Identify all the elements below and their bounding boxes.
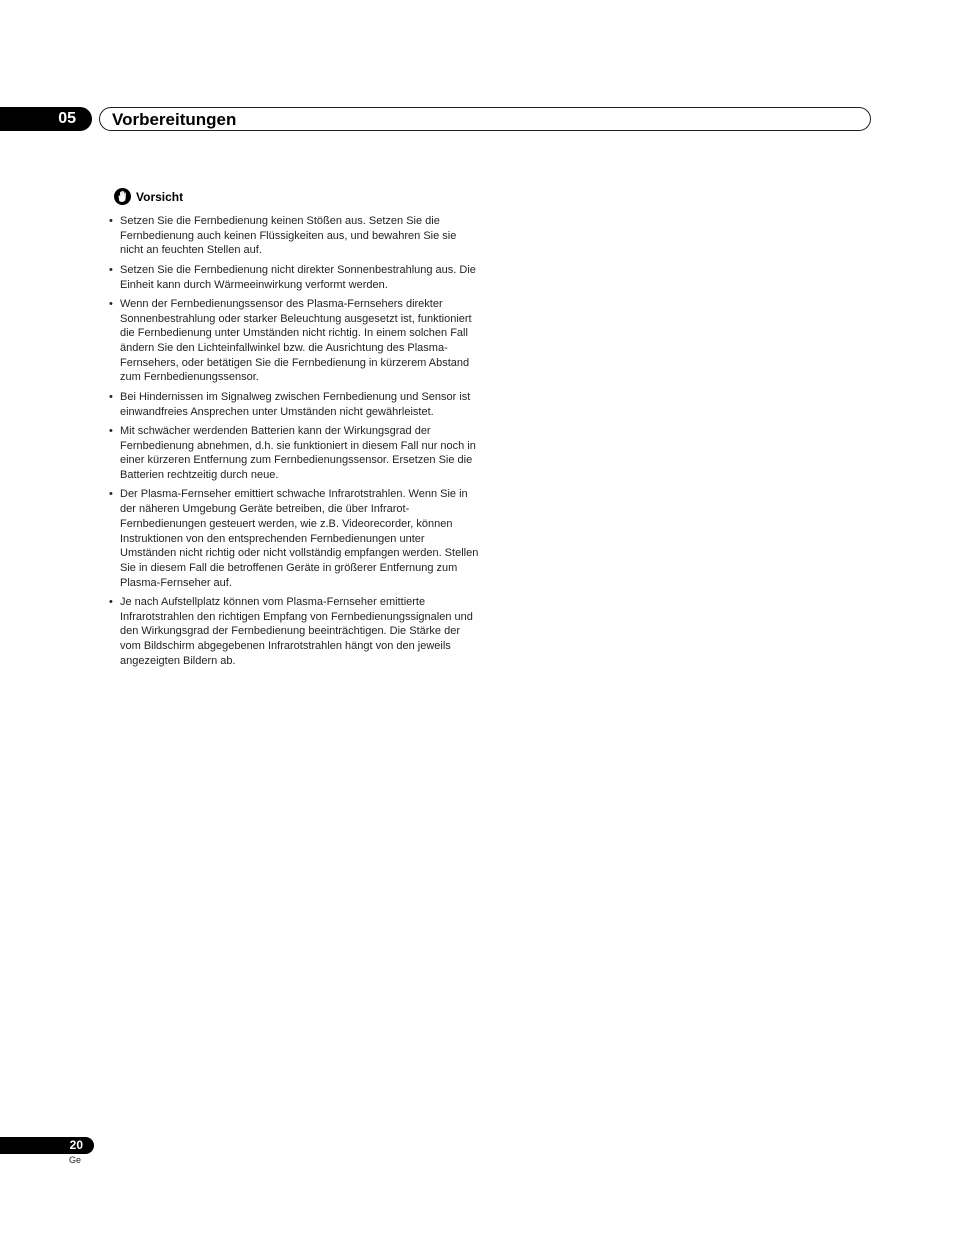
caution-section (108, 187, 480, 673)
list-item-text: Setzen Sie die Fernbedienung keinen Stößen aus. Setzen Sie die Fernbedienung auch keinen Flüssigkeiten aus, und bewahren Sie sie nicht an feuchten Stellen auf. (120, 215, 457, 257)
caution-list (108, 214, 480, 669)
page-number-tab (0, 1137, 94, 1154)
list-item (108, 424, 480, 483)
bullet-icon: • (109, 297, 113, 310)
page-number: 20 (69, 1138, 83, 1152)
bullet-icon: • (109, 488, 113, 501)
list-item-text: Wenn der Fernbedienungssensor des Plasma-Fernsehers direkter Sonnenbestrahlung oder starker Beleuchtung ausgesetzt ist, funktioniert die Fernbedienung unter Umständen nicht richtig. In einem solchen Fall ändern Sie den Lichteinfallwinkel bzw. die Ausrichtung des Plasma-Fernsehers, oder betätigen Sie die Fernbedienung in kürzerem Abstand zum Fernbedienungssensor. (120, 297, 472, 384)
list-item (108, 390, 480, 419)
chapter-title-box (99, 107, 871, 131)
bullet-icon: • (109, 424, 113, 437)
list-item (108, 487, 480, 590)
chapter-number-tab (0, 107, 92, 131)
bullet-icon: • (109, 215, 113, 227)
list-item (108, 263, 480, 292)
list-item-text: Je nach Aufstellplatz können vom Plasma-Fernseher emittierte Infrarotstrahlen den richtigen Empfang von Fernbedienungssignalen und den Wirkungsgrad der Fernbedienung beeinträchtigen. Die Stärke der vom Bildschirm abgegebenen Infrarotstrahlen hängt von den jeweils angezeigten Bildern ab. (120, 596, 473, 667)
list-item (108, 297, 480, 385)
list-item-text: Bei Hindernissen im Signalweg zwischen Fernbedienung und Sensor ist einwandfreies Ansprechen unter Umständen nicht gewährleistet. (120, 390, 471, 418)
list-item-text: Der Plasma-Fernseher emittiert schwache Infrarotstrahlen. Wenn Sie in der näheren Umgebung Geräte betreiben, die über Infrarot-Fernbedienungen gesteuert werden, wie z.B. Videorecorder, können Instruktionen von den entsprechenden Fernbedienungen unter Umständen nicht richtig oder nicht vollständig empfangen werden. Stellen Sie in diesem Fall die betroffenen Geräte in größerer Entfernung zum Plasma-Fernseher auf. (120, 488, 479, 589)
chapter-number: 05 (58, 110, 76, 127)
bullet-icon: • (109, 596, 113, 608)
list-item (108, 214, 480, 258)
caution-title: Vorsicht (136, 189, 184, 204)
bullet-icon: • (109, 390, 113, 403)
list-item (108, 595, 480, 669)
language-code: Ge (69, 1155, 82, 1165)
chapter-title: Vorbereitungen (112, 110, 237, 129)
hand-stop-icon (114, 188, 131, 205)
bullet-icon: • (109, 263, 113, 276)
list-item-text: Mit schwächer werdenden Batterien kann der Wirkungsgrad der Fernbedienung abnehmen, d.h. sie funktioniert in diesem Fall nur noch in einer kürzeren Entfernung zum Fernbedienungssensor. Ersetzen Sie die Batterien rechtzeitig durch neue. (120, 424, 476, 481)
caution-heading (114, 187, 480, 206)
list-item-text: Setzen Sie die Fernbedienung nicht direkter Sonnenbestrahlung aus. Die Einheit kann durch Wärmeeinwirkung verformt werden. (120, 263, 476, 291)
